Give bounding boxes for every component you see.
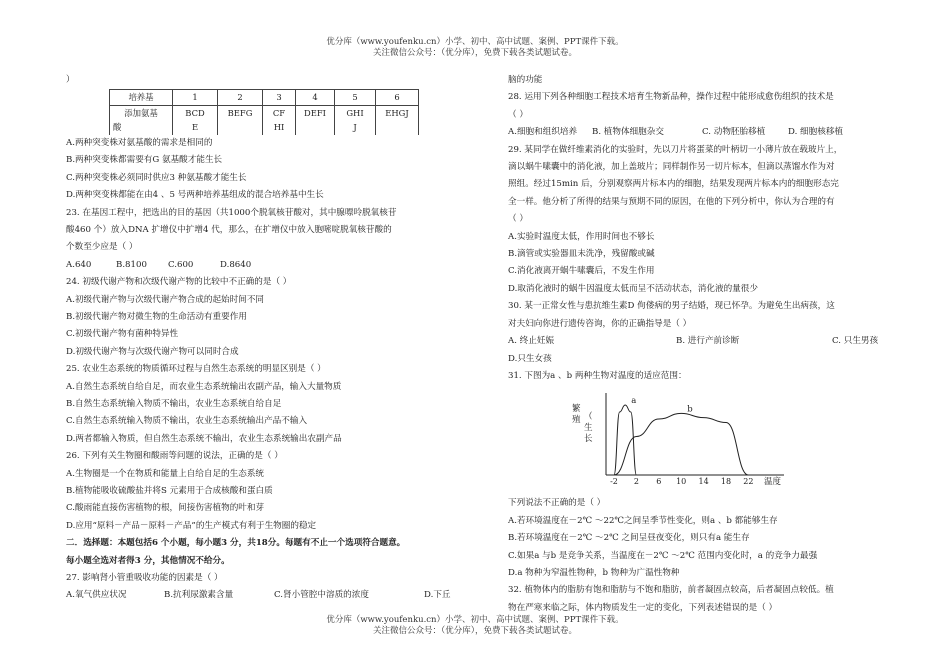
q27-continuation: 脑的功能 (508, 75, 543, 85)
x-tick-label: 10 (676, 477, 687, 487)
page-header (0, 37, 950, 59)
q23-option-d: D.8640 (220, 259, 252, 270)
footer-line-2: 关注微信公众号：（优分库），免费下载各类试题试卷。 (372, 626, 577, 636)
page-footer (0, 615, 950, 637)
header-line-1: 优分库（www.youfenku.cn）小学、初中、高中试题、案例、PPT课件下载。 (326, 37, 624, 47)
q30-option-b: B. 进行产前诊断 (676, 336, 740, 347)
table-cell: 4 (296, 90, 335, 106)
q28-stem-line-2: （ ） (508, 109, 528, 120)
q28-stem-line-1: 28. 运用下列各种细胞工程技术培育生物新品种，操作过程中能形成愈伤组织的技术是 (508, 92, 834, 103)
y-axis-label-char: 殖 (572, 415, 581, 426)
q29-option-a: A.实验时温度太低，作用时间也不够长 (508, 231, 655, 242)
series-b-label: b (687, 404, 693, 415)
q30-stem-line-2: 对夫妇向你进行遗传咨询，你的正确指导是（ ） (508, 318, 692, 329)
q28-option-b: B. 植物体细胞杂交 (592, 127, 664, 138)
x-tick-label: -2 (610, 477, 618, 487)
temperature-chart-container (508, 385, 900, 495)
q22-option-d: D.两种突变株都能在由4 、5 号两种培养基组成的混合培养基中生长 (66, 190, 324, 201)
q28-option-d: D. 细胞核移植 (788, 127, 844, 138)
q27-options (66, 587, 472, 604)
q25-option-c: C.自然生态系统输入物质不输出，农业生态系统输出产品不输入 (66, 416, 308, 427)
q25-option-d: D.两者都输入物质，但自然生态系统不输出，农业生态系统输出农副产品 (66, 433, 342, 444)
q24-stem: 24. 初级代谢产物和次级代谢产物的比较中不正确的是（ ） (66, 277, 292, 288)
section-2-heading-line-1: 二．选择题：本题包括6 个小题，每小题3 分，共18分。每题有不止一个选项符合题意。 (66, 538, 406, 549)
q24-option-a: A.初级代谢产物与次级代谢产物合成的起始时间不同 (66, 294, 265, 305)
q23-option-b: B.8100 (116, 259, 147, 270)
q23-options (66, 257, 472, 274)
q22-option-c: C.两种突变株必须同时供应3 种氨基酸才能生长 (66, 172, 247, 183)
table-cell: BEFG (218, 105, 263, 120)
table-cell: HI (263, 120, 296, 135)
y-axis-label-char: 繁 (572, 404, 581, 415)
table-row (110, 120, 419, 135)
table-cell: 6 (376, 90, 419, 106)
q31-option-b: B.若环境温度在－2℃ ～2℃ 之间呈昼夜变化，则只有a 能生存 (508, 533, 750, 544)
q31-stem: 31. 下图为a 、b 两种生物对温度的适应范围： (508, 370, 687, 381)
table-cell: BCD (173, 105, 218, 120)
q31-option-c: C.如果a 与b 是竞争关系，当温度在－2℃ ～2℃ 范围内变化时，a 的竞争力最强 (508, 550, 818, 561)
y-axis-label-char: 生 (584, 423, 593, 434)
q30-option-a: A. 终止妊娠 (508, 336, 555, 347)
table-row (110, 105, 419, 120)
q29-stem-line-4: 全一样。他分析了所得的结果与预期不同的原因，在他的下列分析中，你认为合理的有 (508, 196, 835, 207)
x-tick-label: 22 (743, 477, 754, 487)
q26-option-b: B.植物能吸收硫酸盐并将S 元素用于合成核酸和蛋白质 (66, 486, 273, 497)
q32-stem-line-1: 32. 植物体内的脂肪有饱和脂肪与不饱和脂肪，前者凝固点较高，后者凝固点较低。植 (508, 585, 834, 596)
q29-option-c: C.消化液离开蜗牛嗉囊后，不发生作用 (508, 266, 655, 277)
q26-option-c: C.酸雨能直接伤害植物的根，间接伤害植物的叶和芽 (66, 503, 265, 514)
table-cell: J (335, 120, 376, 135)
q23-stem-line-3: 个数至少应是（ ） (66, 242, 138, 253)
q28-options (508, 124, 900, 141)
q23-stem-line-1: 23. 在基因工程中，把选出的目的基因（共1000个脱氧核苷酸对，其中腺嘌呤脱氧核苷 (66, 207, 397, 218)
q24-option-c: C.初级代谢产物有菌种特异性 (66, 329, 179, 340)
q29-stem-line-1: 29. 某同学在做纤维素消化的实验时，先以刀片将蛋菜的叶柄切一小薄片放在载玻片上， (508, 144, 843, 155)
q22-option-a: A.两种突变株对氨基酸的需求是相同的 (66, 137, 213, 148)
q30-option-c: C. 只生男孩 (832, 336, 879, 347)
x-tick-label: 2 (633, 477, 639, 487)
q27-option-c: C.肾小管腔中溶质的浓度 (274, 590, 369, 601)
q26-option-d: D.应用“原料－产品－原料－产品”的生产模式有利于生物圈的稳定 (66, 520, 317, 531)
q28-option-c: C. 动物胚胎移植 (702, 127, 766, 138)
q30-option-d: D.只生女孩 (508, 353, 552, 364)
table-cell: 3 (263, 90, 296, 106)
q24-option-d: D.初级代谢产物与次级代谢产物可以同时合成 (66, 346, 239, 357)
series-b-curve (614, 414, 748, 476)
q27-option-d: D.下丘 (424, 590, 451, 601)
table-cell: EHGJ (376, 105, 419, 120)
table-cell (218, 120, 263, 135)
q28-option-a: A.细胞和组织培养 (508, 127, 578, 138)
left-column (66, 72, 472, 605)
q25-option-b: B.自然生态系统输入物质不输出，农业生态系统自给自足 (66, 399, 282, 409)
x-axis-label: 温度 (764, 477, 782, 488)
q23-option-a: A.640 (66, 259, 92, 270)
series-a-label: a (631, 396, 637, 407)
table-cell: DEFI (296, 105, 335, 120)
table-cell: CF (263, 105, 296, 120)
q23-stem-line-2: 酸460 个）放入DNA 扩增仪中扩增4 代，那么，在扩增仪中放入胞嘧啶脱氧核苷酸的 (66, 224, 392, 235)
q31-option-a: A.若环境温度在－2℃ ～22℃之间呈季节性变化，则a 、b 都能够生存 (508, 515, 778, 526)
y-axis-label-char: 长 (584, 434, 593, 445)
table-cell: E (173, 120, 218, 135)
q27-option-a: A.氧气供应状况 (66, 590, 127, 601)
q31-option-d: D.a 物种为窄温性物种，b 物种为广温性物种 (508, 567, 680, 578)
y-axis-label-char: （ (584, 412, 593, 423)
section-2-heading-line-2: 每小题全选对者得3 分，其他情况不给分。 (66, 555, 230, 566)
footer-line-1: 优分库（www.youfenku.cn）小学、初中、高中试题、案例、PPT课件下载。 (326, 615, 624, 625)
q31-after: 下列说法不正确的是（ ） (508, 498, 606, 509)
q27-option-b: B.抗利尿激素含量 (164, 590, 234, 601)
q26-stem: 26. 下列有关生物圈和酸雨等问题的说法，正确的是（ ） (66, 451, 283, 462)
x-tick-label: 18 (720, 477, 732, 487)
table-cell: 酸 (110, 120, 173, 135)
x-tick-label: 14 (698, 477, 709, 487)
table-cell: GHI (335, 105, 376, 120)
q29-stem-line-5: （ ） (508, 214, 528, 225)
q25-stem: 25. 农业生态系统的物质循环过程与自然生态系统的明显区别是（ ） (66, 364, 326, 375)
x-tick-label: 6 (656, 477, 662, 487)
series-a-curve (614, 405, 636, 475)
table-cell: 1 (173, 90, 218, 106)
q29-stem-line-2: 滴以蜗牛嗉囊中的消化液，加上盖玻片；同样制作另一切片标本，但滴以蒸馏水作为对 (508, 162, 835, 173)
q27-stem: 27. 影响肾小管重吸收功能的因素是（ ） (66, 573, 223, 584)
q24-option-b: B.初级代谢产物对微生物的生命活动有重要作用 (66, 311, 247, 322)
table-cell: 添加氨基 (110, 105, 173, 120)
q29-stem-line-3: 照组。经过15min 后，分别观察两片标本内的细胞，结果发现两片标本内的细胞形态完 (508, 179, 839, 190)
q23-option-c: C.600 (168, 259, 194, 270)
table-cell: 5 (335, 90, 376, 106)
header-line-2: 关注微信公众号：（优分库），免费下载各类试题试卷。 (372, 48, 577, 58)
table-row (110, 90, 419, 106)
amino-acid-table (109, 89, 419, 135)
q30-options (508, 333, 900, 350)
q29-option-d: D.取消化液时的蜗牛因温度太低而呈不活动状态，消化液的量很少 (508, 283, 758, 294)
table-cell (376, 120, 419, 135)
temperature-adaptation-chart (558, 387, 818, 495)
q25-option-a: A.自然生态系统自给自足，而农业生态系统输出农副产品，输入大量物质 (66, 381, 342, 392)
table-cell (296, 120, 335, 135)
right-column (508, 72, 900, 617)
q30-stem-line-1: 30. 某一正常女性与患抗维生素D 佝偻病的男子结婚，现已怀孕。为避免生出病孩，这 (508, 301, 835, 312)
q32-stem-line-2: 物在严寒来临之际，体内物质发生一定的变化，下列表述错误的是（ ） (508, 602, 778, 613)
table-cell: 培养基 (110, 90, 173, 106)
table-cell: 2 (218, 90, 263, 106)
q22-option-b: B.两种突变株都需要有G 氨基酸才能生长 (66, 155, 223, 166)
question-22-closing-paren: ） (66, 75, 75, 85)
q26-option-a: A.生物圈是一个在物质和能量上自给自足的生态系统 (66, 468, 265, 479)
q29-option-b: B.滴管或实验器皿未洗净，残留酸或碱 (508, 249, 655, 260)
